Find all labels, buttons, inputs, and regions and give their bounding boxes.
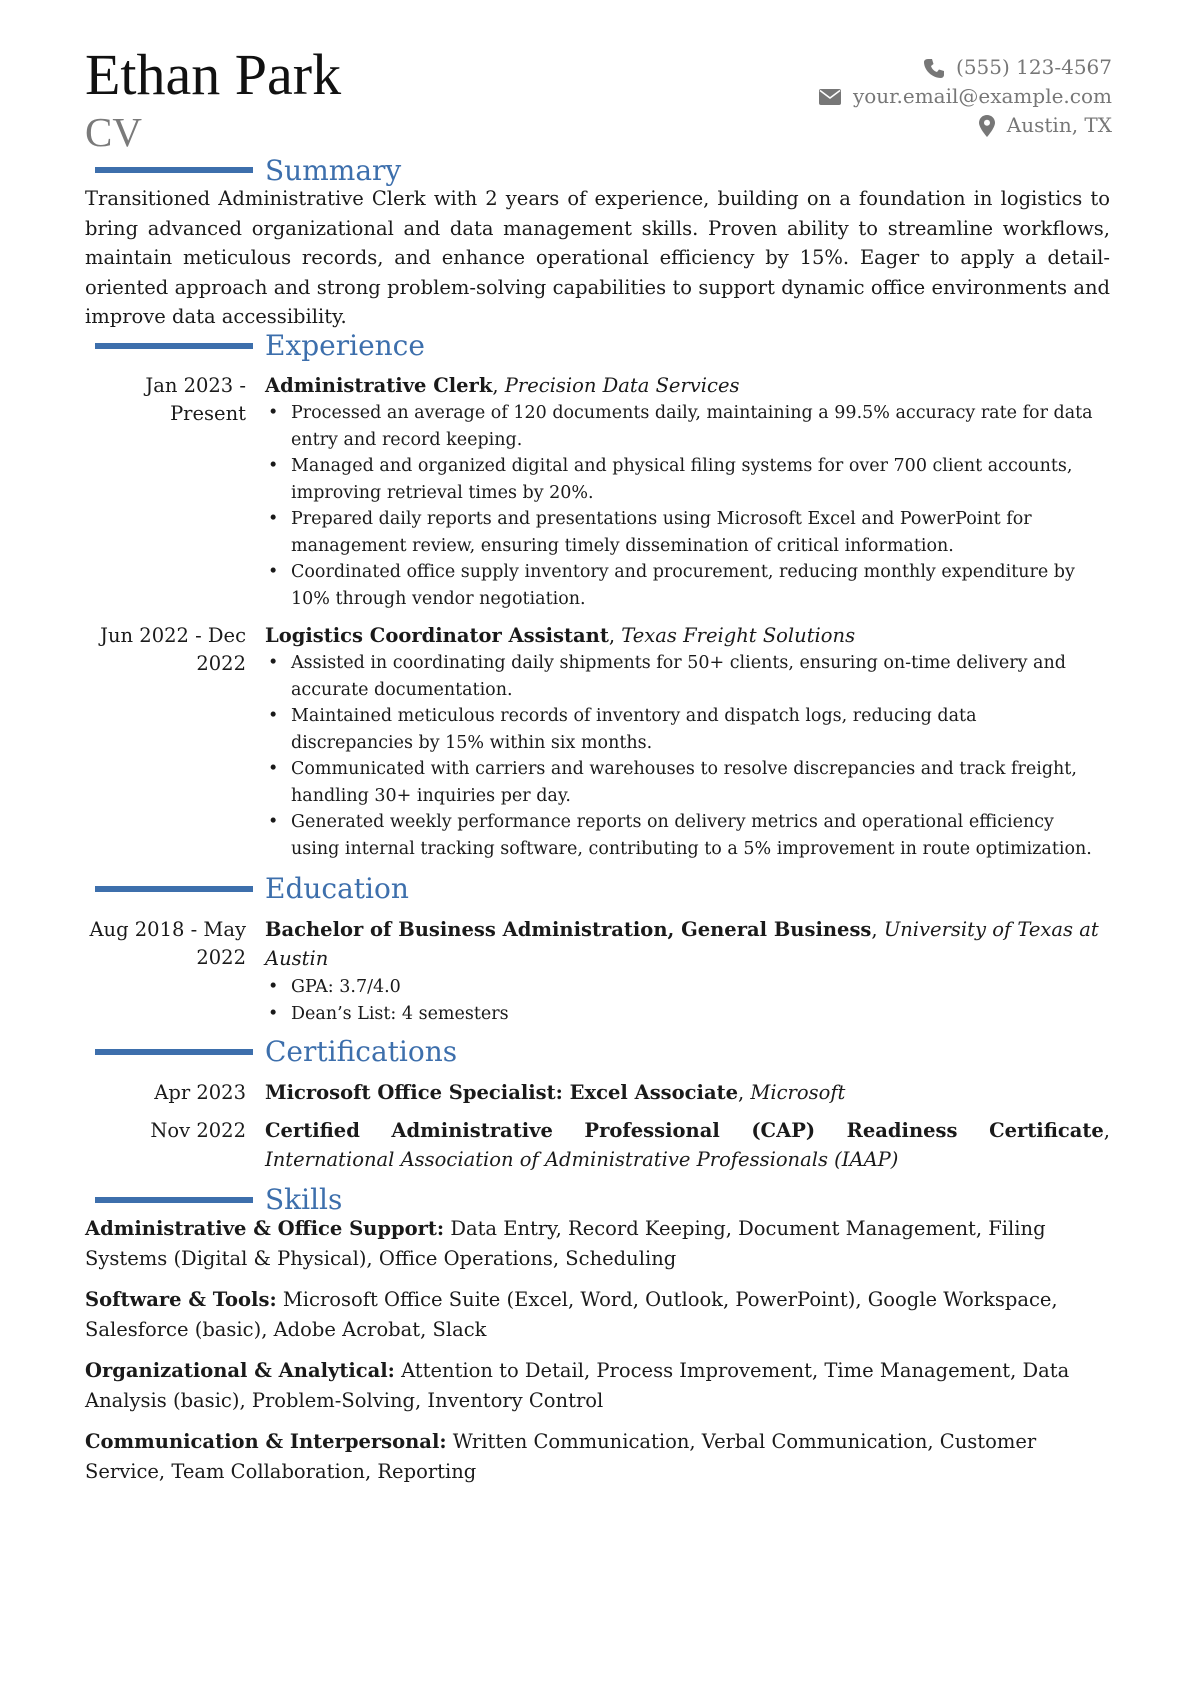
- certification-issuer: Microsoft: [750, 1081, 846, 1104]
- phone-number: (555) 123-4567: [956, 55, 1112, 79]
- certification-title: Certified Administrative Professional (CAP) Readiness Certificate, International Association of Administrative Professionals (IAAP): [265, 1119, 1110, 1171]
- job-role: Logistics Coordinator Assistant: [265, 624, 609, 647]
- list-item: • GPA: 3.7/4.0: [265, 974, 1095, 1001]
- section-title-education: Education: [265, 872, 409, 905]
- document-subtitle: CV: [85, 109, 142, 155]
- list-item: • Coordinated office supply inventory and procurement, reducing monthly expenditure by 10% through vendor negotiation.: [265, 559, 1095, 612]
- contact-email[interactable]: [819, 82, 1112, 111]
- certification-title: Microsoft Office Specialist: Excel Associate, Microsoft: [265, 1081, 846, 1104]
- certification-name: Certified Administrative Professional (CAP) Readiness Certificate: [265, 1119, 1104, 1142]
- skill-group: [85, 1356, 1110, 1415]
- contact-phone[interactable]: [819, 53, 1112, 82]
- education-bullets: [265, 974, 1095, 1027]
- job-org: Texas Freight Solutions: [621, 624, 856, 647]
- list-item: • Managed and organized digital and physical filing systems for over 700 client accounts, improving retrieval times by 20%.: [265, 453, 1095, 506]
- phone-icon: [924, 58, 944, 78]
- map-marker-icon: [979, 115, 995, 137]
- section-divider-bar: [95, 167, 253, 173]
- experience-date: Jan 2023 - Present: [145, 374, 246, 425]
- experience-title: Logistics Coordinator Assistant, Texas Freight Solutions: [265, 624, 856, 647]
- education-title: Bachelor of Business Administration, General Business, University of Texas at Austin: [265, 918, 1099, 970]
- experience-bullets: [265, 650, 1095, 862]
- certification-date: Nov 2022: [150, 1119, 246, 1142]
- degree: Bachelor of Business Administration, General Business: [265, 918, 872, 941]
- email-address: your.email@example.com: [852, 84, 1112, 108]
- skill-group: [85, 1427, 1110, 1486]
- skill-group-label: Organizational & Analytical:: [85, 1359, 395, 1382]
- list-item: • Assisted in coordinating daily shipments for 50+ clients, ensuring on-time delivery and accurate documentation.: [265, 650, 1095, 703]
- section-divider-bar: [95, 1197, 253, 1203]
- contact-block: [819, 53, 1112, 140]
- skill-group-items: Data Entry, Record Keeping, Document Management, Filing Systems (Digital & Physical), Office Operations, Scheduling: [85, 1217, 1046, 1270]
- skill-group-label: Communication & Interpersonal:: [85, 1430, 447, 1453]
- job-org: Precision Data Services: [504, 374, 740, 397]
- skill-group-label: Software & Tools:: [85, 1288, 277, 1311]
- list-item: • Maintained meticulous records of inventory and dispatch logs, reducing data discrepancies by 15% within six months.: [265, 703, 1095, 756]
- section-title-skills: Skills: [265, 1183, 343, 1216]
- experience-bullets: [265, 400, 1095, 612]
- section-title-experience: Experience: [265, 329, 425, 362]
- section-divider-bar: [95, 886, 253, 892]
- envelope-icon: [819, 89, 841, 105]
- summary-text: Transitioned Administrative Clerk with 2 years of experience, building on a foundation in logistics to bring advanced organizational and data management skills. Proven ability to streamline workflows, maintain meticulous records, and enhance operational efficiency by 15%. Eager to apply a detail-oriented approach and strong problem-solving capabilities to support dynamic office environments and improve data accessibility.: [85, 187, 1110, 328]
- list-item: • Dean’s List: 4 semesters: [265, 1001, 1095, 1028]
- experience-date: Jun 2022 - Dec 2022: [100, 624, 246, 675]
- section-title-summary: Summary: [265, 154, 402, 187]
- section-divider-bar: [95, 343, 253, 349]
- skill-group-items: Microsoft Office Suite (Excel, Word, Outlook, PowerPoint), Google Workspace, Salesforce (basic), Adobe Acrobat, Slack: [85, 1288, 1058, 1341]
- skill-group-label: Administrative & Office Support:: [85, 1217, 445, 1240]
- certification-date: Apr 2023: [154, 1081, 246, 1104]
- certification-issuer: International Association of Administrative Professionals (IAAP): [265, 1148, 899, 1171]
- certification-name: Microsoft Office Specialist: Excel Associate: [265, 1081, 738, 1104]
- contact-location: [819, 111, 1112, 140]
- section-title-certifications: Certifications: [265, 1035, 458, 1068]
- school: University of Texas at Austin: [265, 918, 1099, 970]
- job-role: Administrative Clerk: [265, 374, 493, 397]
- list-item: • Prepared daily reports and presentations using Microsoft Excel and PowerPoint for management review, ensuring timely dissemination of critical information.: [265, 506, 1095, 559]
- skill-group: [85, 1214, 1110, 1273]
- list-item: • Generated weekly performance reports on delivery metrics and operational efficiency using internal tracking software, contributing to a 5% improvement in route optimization.: [265, 809, 1095, 862]
- experience-title: Administrative Clerk, Precision Data Services: [265, 374, 740, 397]
- section-divider-bar: [95, 1049, 253, 1055]
- skill-group-items: Attention to Detail, Process Improvement, Time Management, Data Analysis (basic), Problem-Solving, Inventory Control: [85, 1359, 1070, 1412]
- candidate-name: Ethan Park: [85, 42, 342, 107]
- skill-group: [85, 1285, 1110, 1344]
- list-item: • Communicated with carriers and warehouses to resolve discrepancies and track freight, handling 30+ inquiries per day.: [265, 756, 1095, 809]
- location-text: Austin, TX: [1006, 113, 1112, 137]
- list-item: • Processed an average of 120 documents daily, maintaining a 99.5% accuracy rate for data entry and record keeping.: [265, 400, 1095, 453]
- skill-group-items: Written Communication, Verbal Communication, Customer Service, Team Collaboration, Reporting: [85, 1430, 1037, 1483]
- education-date: Aug 2018 - May 2022: [89, 918, 246, 969]
